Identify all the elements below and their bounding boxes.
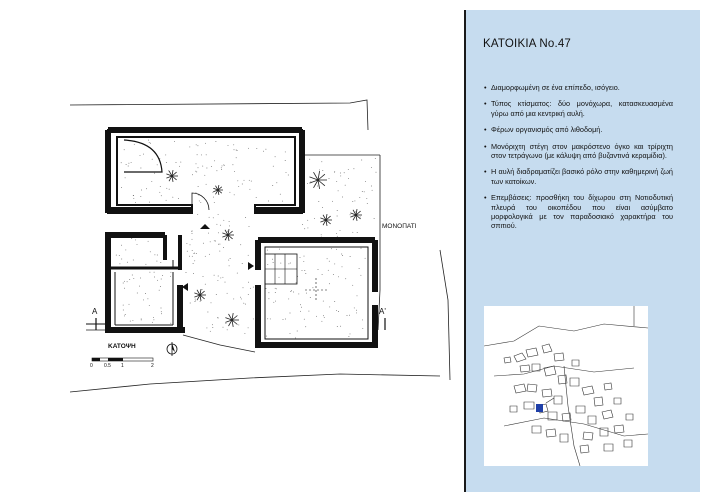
square-building [258, 240, 378, 348]
note-item: • Επεμβάσεις: προσθήκη του δίχωρου στη Νοτιοδυτική πλευρά του οικοπέδου που είναι ασύμβατο μορφολογικά με τον παραδοσιακό χαρακτήρα του σπιτιού. [485, 193, 673, 231]
addition-rooms [108, 232, 185, 333]
house-location-marker [536, 404, 543, 412]
section-label-right: A' [379, 307, 386, 316]
scale-tick-0: 0 [90, 363, 93, 369]
north-arrow-icon [167, 342, 177, 356]
plan-caption: ΚΑΤΟΨΗ [108, 343, 136, 350]
section-label-left: A [92, 307, 98, 316]
scale-bar [92, 358, 153, 361]
settlement-map-icon [484, 306, 648, 466]
direction-arrows [182, 224, 254, 291]
door-swing [192, 193, 209, 210]
scale-tick-1: 1 [121, 363, 124, 369]
notes-list [485, 83, 673, 238]
panel-title: ΚΑΤΟΙΚΙΑ No.47 [483, 38, 572, 50]
oven-outline [124, 140, 162, 172]
note-item: • Φέρων οργανισμός από λιθοδομή. [485, 125, 673, 134]
scale-tick-2: 2 [151, 363, 154, 369]
path-label: ΜΟΝΟΠΑΤΙ [382, 223, 417, 230]
note-item: • Τύπος κτίσματος: δύο μονόχωρα, κατασκευασμένα γύρω από μια κεντρική αυλή. [485, 99, 673, 118]
info-panel [464, 10, 700, 492]
note-item: • Διαμορφωμένη σε ένα επίπεδο, ισόγειο. [485, 83, 673, 92]
note-item: • Μονόριχτη στέγη στον μακρόστενο όγκο και τρίριχτη στον τετράγωνο (με κάλυψη από βυζαντινά κεραμίδια). [485, 142, 673, 161]
scale-tick-05: 0.5 [104, 363, 111, 369]
note-item: • Η αυλή διαδραματίζει βασικό ρόλο στην καθημερινή ζωή των κατοίκων. [485, 167, 673, 186]
